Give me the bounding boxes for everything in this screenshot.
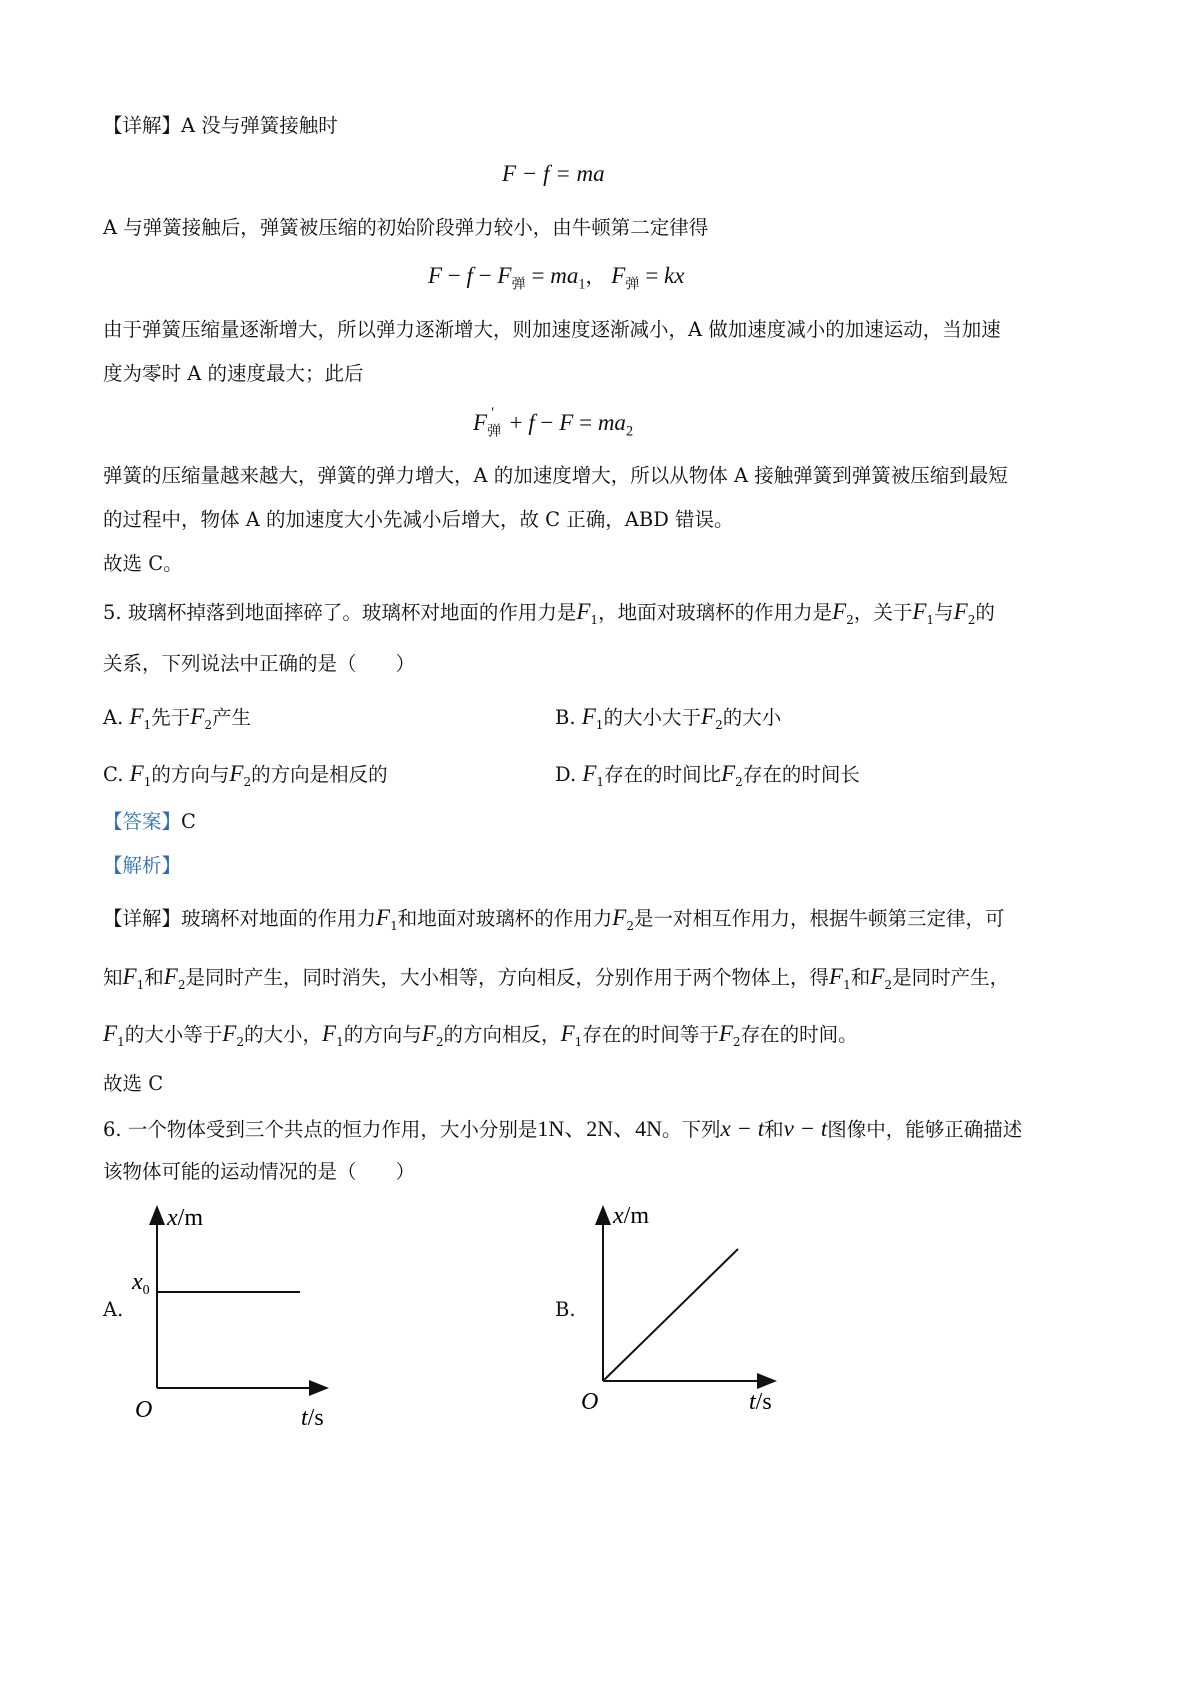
option-d[interactable]: D. $F_1$存在的时间比$F_2$存在的时间长 xyxy=(555,761,860,789)
option-b[interactable]: B. $F_1$的大小大于$F_2$的大小 xyxy=(555,704,782,732)
equation: $F_弹' + f - F = ma_2$ xyxy=(473,405,634,440)
equation: $F - f - F_弹 = ma_1$， $F_弹$ = kx xyxy=(428,263,685,293)
option-c[interactable]: C. $F_1$的方向与$F_2$的方向是相反的 xyxy=(103,761,388,789)
x-axis-label: t/s xyxy=(301,1405,324,1425)
solution-text: 由于弹簧压缩量逐渐增大，所以弹力逐渐增大，则加速度逐渐减小，A 做加速度减小的加速运动，当加速 xyxy=(103,318,1001,341)
answer-value: C xyxy=(181,810,196,833)
graph-b-label[interactable]: B. xyxy=(555,1298,576,1321)
x-axis-label: t/s xyxy=(749,1389,772,1415)
question-6-stem-line2: 该物体可能的运动情况的是（ ） xyxy=(103,1160,416,1183)
graph-line-linear xyxy=(603,1249,738,1381)
origin-label: O xyxy=(135,1397,153,1423)
solution-text: 度为零时 A 的速度最大；此后 xyxy=(103,362,364,385)
y-axis-label: x/m xyxy=(613,1203,649,1229)
q5-detail-line1: 【详解】玻璃杯对地面的作用力$F_1$和地面对玻璃杯的作用力$F_2$是一对相互作用力，根据牛顿第三定律，可 xyxy=(103,905,1005,933)
solution-text: 的过程中，物体 A 的加速度大小先减小后增大，故 C 正确，ABD 错误。 xyxy=(103,508,734,531)
graph-b-xt[interactable] xyxy=(570,1195,810,1425)
answer-tag: 【答案】 xyxy=(103,810,182,833)
conclusion: 故选 C。 xyxy=(103,552,183,575)
graph-a-label[interactable]: A. xyxy=(103,1298,124,1321)
question-number: 6. xyxy=(103,1118,122,1141)
solution-text: A 没与弹簧接触时 xyxy=(181,114,338,137)
solution-text: 弹簧的压缩量越来越大，弹簧的弹力增大，A 的加速度增大，所以从物体 A 接触弹簧到弹簧被压缩到最短 xyxy=(103,464,1008,487)
question-number: 5. xyxy=(103,601,122,624)
q5-detail-line2: 知$F_1$和$F_2$是同时产生，同时消失，大小相等，方向相反，分别作用于两个物体上，得$F_1$和$F_2$是同时产生， xyxy=(103,964,1010,992)
graph-a-xt[interactable] xyxy=(120,1195,360,1425)
equation: F − f = ma xyxy=(502,161,605,186)
solution-detail-line xyxy=(103,116,338,136)
question-6-stem: 6. 一个物体受到三个共点的恒力作用，大小分别是1N、2N、4N。下列x − t和v − t图像中，能够正确描述 xyxy=(103,1116,1023,1141)
question-5-stem: 5. 玻璃杯掉落到地面摔碎了。玻璃杯对地面的作用力是$F_1$，地面对玻璃杯的作用力是$F_2$，关于$F_1$与$F_2$的 xyxy=(103,599,995,627)
q5-detail-line3: $F_1$的大小等于$F_2$的大小，$F_1$的方向与$F_2$的方向相反，$F_1$存在的时间等于$F_2$存在的时间。 xyxy=(103,1021,858,1049)
analysis-tag: 【解析】 xyxy=(103,854,182,877)
conclusion: 故选 C xyxy=(103,1072,164,1095)
y-axis-label: x/m xyxy=(167,1205,203,1231)
origin-label: O xyxy=(581,1389,599,1415)
solution-text: A 与弹簧接触后，弹簧被压缩的初始阶段弹力较小，由牛顿第二定律得 xyxy=(103,216,709,239)
x0-label: $x_0$ xyxy=(132,1269,150,1298)
question-5-stem-line2: 关系，下列说法中正确的是（ ） xyxy=(103,652,416,675)
answer-line xyxy=(103,812,196,832)
option-a[interactable]: A. $F_1$先于$F_2$产生 xyxy=(103,704,252,732)
detail-tag: 【详解】 xyxy=(103,114,182,137)
